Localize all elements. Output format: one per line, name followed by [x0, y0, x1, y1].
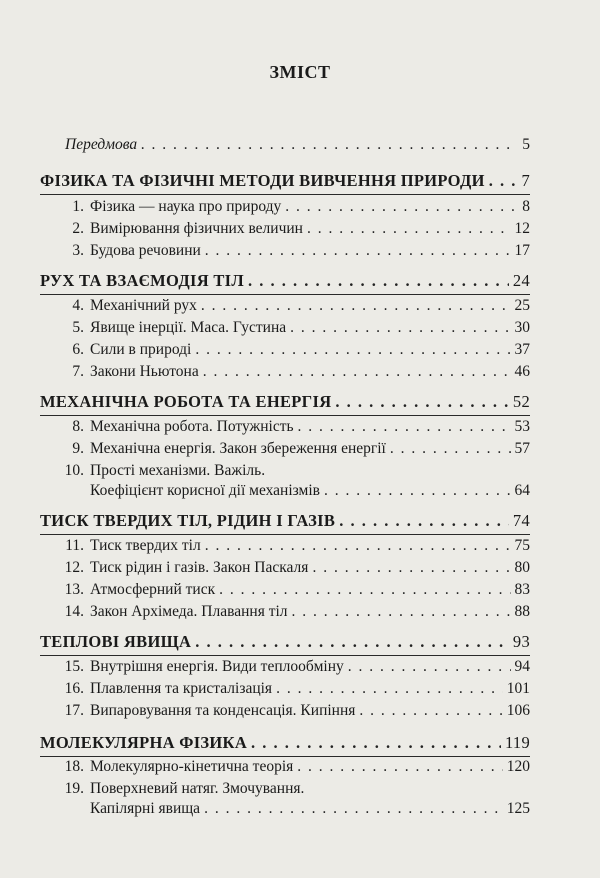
- entry-page: 57: [514, 440, 530, 457]
- entry-number: 15.: [64, 658, 84, 675]
- section-heading[interactable]: [0, 733, 600, 755]
- entry-number: 3.: [72, 242, 84, 259]
- entry-text: Атмосферний тиск: [90, 581, 216, 598]
- leader-dots: [251, 733, 501, 753]
- toc-entry[interactable]: [0, 297, 600, 319]
- entry-text: Вимірювання фізичних величин: [90, 220, 303, 237]
- section-divider: [40, 194, 530, 195]
- leader-dots: [204, 800, 503, 818]
- entry-number: 6.: [72, 341, 84, 358]
- entry-text: Внутрішня енергія. Види теплообміну: [90, 658, 344, 675]
- entry-number: 4.: [72, 297, 84, 314]
- entry-number: 14.: [64, 603, 84, 620]
- leader-dots: [348, 658, 511, 676]
- entry-text: Сили в природі: [90, 341, 192, 358]
- entry-number: 11.: [65, 537, 84, 554]
- leader-dots: [307, 220, 511, 238]
- section-title: МЕХАНІЧНА РОБОТА ТА ЕНЕРГІЯ: [40, 392, 332, 411]
- section-page: 74: [512, 511, 530, 530]
- entry-text: Механічний рух: [90, 297, 197, 314]
- leader-dots: [219, 581, 510, 599]
- entry-text: Поверхневий натяг. Змочування.: [90, 780, 305, 797]
- entry-text: Фізика — наука про природу: [90, 198, 282, 215]
- leader-dots: [292, 603, 511, 621]
- leader-dots: [312, 559, 510, 577]
- section-divider: [40, 534, 530, 535]
- section-page: 24: [512, 271, 530, 290]
- entry-number: 2.: [72, 220, 84, 237]
- section-page: 93: [512, 632, 530, 651]
- leader-dots: [339, 511, 509, 531]
- section-heading[interactable]: [0, 271, 600, 293]
- section-page: 7: [521, 171, 530, 190]
- toc-entry[interactable]: [0, 680, 600, 702]
- entry-text: Прості механізми. Важіль.: [90, 462, 266, 479]
- leader-dots: [203, 363, 511, 381]
- toc-entry[interactable]: [0, 220, 600, 242]
- toc-entry-preface[interactable]: [0, 136, 600, 158]
- leader-dots: [290, 319, 510, 337]
- toc-entry-continuation[interactable]: [0, 482, 600, 504]
- leader-dots: [297, 758, 502, 776]
- toc-entry[interactable]: [0, 559, 600, 581]
- entry-page: 94: [514, 658, 530, 675]
- toc-entry[interactable]: [0, 758, 600, 780]
- entry-page: 75: [514, 537, 530, 554]
- entry-text: Молекулярно-кінетична теорія: [90, 758, 294, 775]
- leader-dots: [390, 440, 511, 458]
- leader-dots: [205, 537, 511, 555]
- entry-page: 120: [506, 758, 530, 775]
- section-title: ФІЗИКА ТА ФІЗИЧНІ МЕТОДИ ВИВЧЕННЯ ПРИРОДИ: [40, 171, 485, 190]
- entry-number: 10.: [64, 462, 84, 479]
- entry-number: 5.: [72, 319, 84, 336]
- entry-text: Передмова: [65, 136, 138, 153]
- entry-page: 5: [522, 136, 530, 153]
- entry-page: 25: [514, 297, 530, 314]
- toc-entry[interactable]: [0, 418, 600, 440]
- toc-entry[interactable]: [0, 198, 600, 220]
- entry-text: Будова речовини: [90, 242, 201, 259]
- toc-entry[interactable]: [0, 440, 600, 462]
- toc-entry[interactable]: [0, 319, 600, 341]
- entry-page: 101: [506, 680, 530, 697]
- toc-entry[interactable]: [0, 780, 600, 800]
- entry-page: 12: [514, 220, 530, 237]
- toc-entry[interactable]: [0, 702, 600, 724]
- entry-text: Коефіцієнт корисної дії механізмів: [90, 482, 320, 499]
- entry-number: 18.: [64, 758, 84, 775]
- leader-dots: [201, 297, 511, 315]
- leader-dots: [324, 482, 511, 500]
- entry-text: Тиск рідин і газів. Закон Паскаля: [90, 559, 309, 576]
- section-heading[interactable]: [0, 392, 600, 414]
- entry-number: 17.: [64, 702, 84, 719]
- entry-text: Плавлення та кристалізація: [90, 680, 273, 697]
- entry-number: 12.: [64, 559, 84, 576]
- leader-dots: [205, 242, 511, 260]
- toc-entry[interactable]: [0, 537, 600, 559]
- entry-text: Капілярні явища: [90, 800, 201, 817]
- entry-number: 7.: [72, 363, 84, 380]
- entry-page: 106: [506, 702, 530, 719]
- section-title: ТИСК ТВЕРДИХ ТІЛ, РІДИН І ГАЗІВ: [40, 511, 336, 530]
- leader-dots: [248, 271, 509, 291]
- leader-dots: [141, 136, 518, 154]
- leader-dots: [195, 341, 510, 359]
- entry-page: 83: [514, 581, 530, 598]
- toc-entry-continuation[interactable]: [0, 800, 600, 822]
- entry-text: Механічна робота. Потужність: [90, 418, 294, 435]
- entry-number: 16.: [64, 680, 84, 697]
- section-heading[interactable]: [0, 171, 600, 193]
- entry-page: 37: [514, 341, 530, 358]
- leader-dots: [276, 680, 503, 698]
- section-divider: [40, 415, 530, 416]
- entry-text: Явище інерції. Маса. Густина: [90, 319, 287, 336]
- entry-page: 17: [514, 242, 530, 259]
- toc-entry[interactable]: [0, 581, 600, 603]
- toc-entry[interactable]: [0, 363, 600, 385]
- entry-text: Випаровування та конденсація. Кипіння: [90, 702, 356, 719]
- leader-dots: [298, 418, 511, 436]
- toc-entry[interactable]: [0, 242, 600, 264]
- section-title: ТЕПЛОВІ ЯВИЩА: [40, 632, 192, 651]
- entry-page: 80: [514, 559, 530, 576]
- entry-page: 53: [514, 418, 530, 435]
- section-page: 119: [504, 733, 530, 752]
- entry-text: Тиск твердих тіл: [90, 537, 201, 554]
- section-heading[interactable]: [0, 511, 600, 533]
- entry-page: 125: [506, 800, 530, 817]
- entry-page: 46: [514, 363, 530, 380]
- leader-dots: [335, 392, 508, 412]
- toc-entry[interactable]: [0, 658, 600, 680]
- section-divider: [40, 655, 530, 656]
- toc-entry[interactable]: [0, 462, 600, 482]
- entry-text: Закон Архімеда. Плавання тіл: [90, 603, 288, 620]
- entry-text: Механічна енергія. Закон збереження енергії: [90, 440, 386, 457]
- toc-entry[interactable]: [0, 603, 600, 625]
- toc-entry[interactable]: [0, 341, 600, 363]
- entry-number: 8.: [72, 418, 84, 435]
- leader-dots: [285, 198, 518, 216]
- entry-text: Закони Ньютона: [90, 363, 199, 380]
- section-title: МОЛЕКУЛЯРНА ФІЗИКА: [40, 733, 248, 752]
- page-title: ЗМІСТ: [269, 62, 331, 82]
- entry-page: 30: [514, 319, 530, 336]
- entry-page: 8: [522, 198, 530, 215]
- section-divider: [40, 294, 530, 295]
- section-title: РУХ ТА ВЗАЄМОДІЯ ТІЛ: [40, 271, 244, 290]
- section-heading[interactable]: [0, 632, 600, 654]
- section-page: 52: [512, 392, 530, 411]
- leader-dots: [195, 632, 509, 652]
- entry-page: 88: [514, 603, 530, 620]
- leader-dots: [489, 171, 518, 191]
- entry-page: 64: [514, 482, 530, 499]
- entry-number: 19.: [64, 780, 84, 797]
- entry-number: 13.: [64, 581, 84, 598]
- section-divider: [40, 756, 530, 757]
- leader-dots: [359, 702, 502, 720]
- entry-number: 1.: [72, 198, 84, 215]
- entry-number: 9.: [72, 440, 84, 457]
